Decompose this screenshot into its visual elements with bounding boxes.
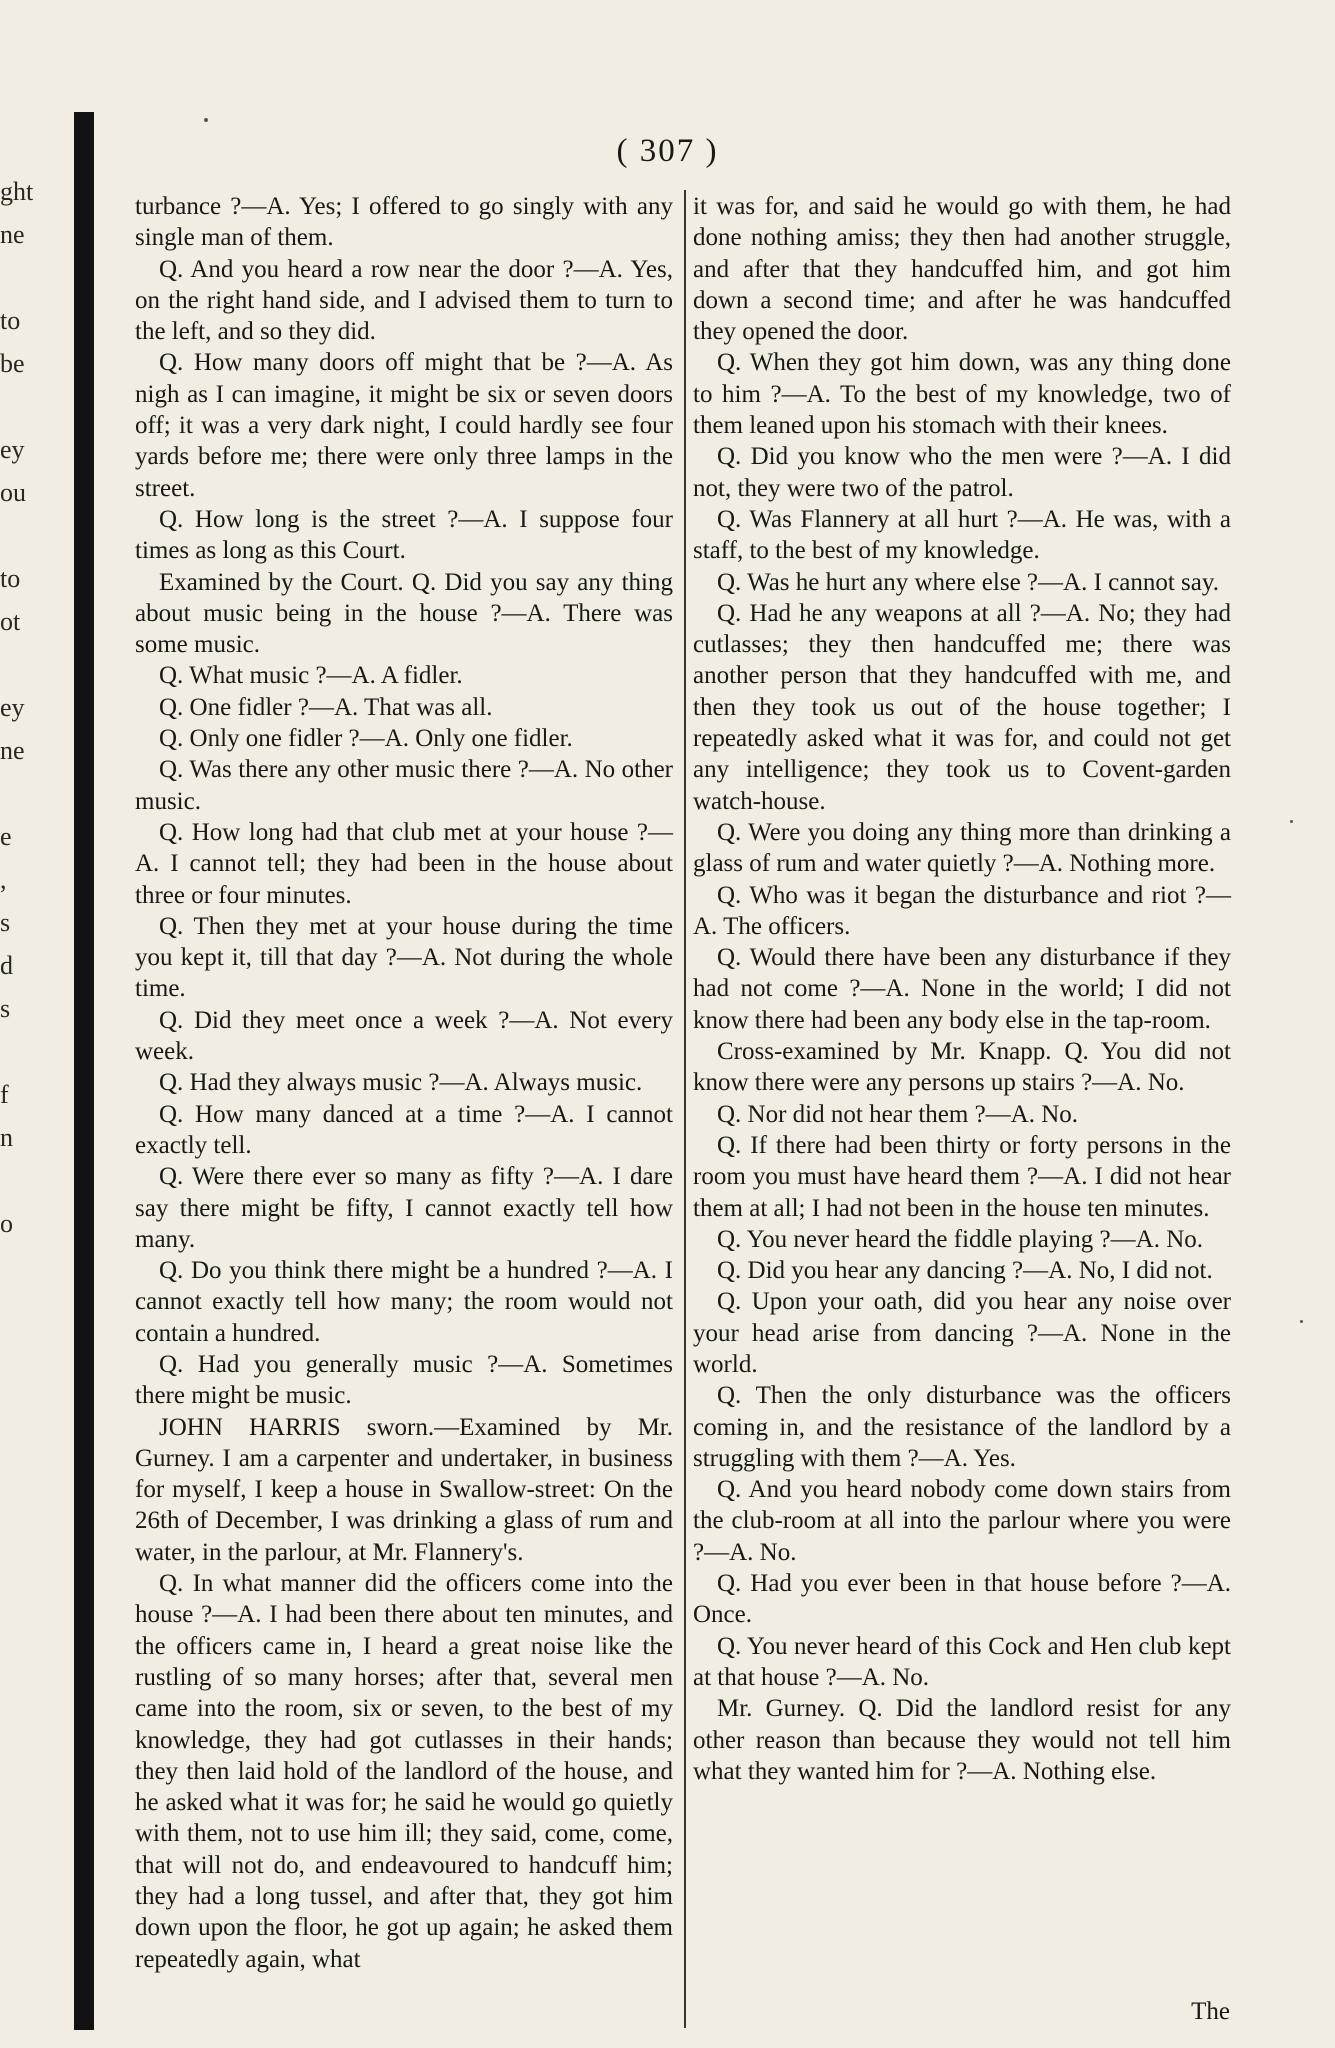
paragraph: Q. If there had been thirty or forty persons in the room you must have heard them ?—A. I did not hear them at all; I had not been in the house ten minutes. [693, 1131, 1231, 1222]
paragraph: Q. Did you know who the men were ?—A. I did not, they were two of the patrol. [693, 443, 1231, 502]
paragraph: Q. Had they always music ?—A. Always music. [159, 1069, 643, 1097]
paragraph: Q. In what manner did the officers come into the house ?—A. I had been there about ten minutes, and the officers came in, I heard a great noise like the rustling of so many horses; after that, several men came into the room, six or seven, to the best of my knowledge, they had got cutlasses in their hands; they then laid hold of the landlord of the house, and he asked what it was for; he said he would go quietly with them, not to use him ill; they said, come, come, that will not do, and endeavoured to handcuff him; they had a long tussel, and after that, they got him down upon the floor, he got up again; he asked them repeatedly again, what [135, 1570, 673, 1973]
paragraph: Q. Nor did not hear them ?—A. No. [717, 1100, 1079, 1128]
paragraph: Q. Would there have been any disturbance if they had not come ?—A. None in the world; I did not know there had been any body else in the tap-room. [693, 944, 1231, 1034]
paragraph: Q. Were you doing any thing more than drinking a glass of rum and water quietly ?—A. Nothing more. [693, 818, 1231, 878]
paragraph: it was for, and said he would go with them, he had done nothing amiss; they then had another struggle, and after that they handcuffed him, and got him down a second time; and after he was handcuffed they opened the door. [693, 193, 1231, 346]
paragraph: Q. Had you generally music ?—A. Sometimes there might be music. [135, 1350, 673, 1410]
paragraph: Q. How long is the street ?—A. I suppose four times as long as this Court. [135, 505, 673, 565]
paragraph: Q. When they got him down, was any thing done to him ?—A. To the best of my knowledge, two of them leaned upon his stomach with their knees. [693, 349, 1231, 440]
paragraph: Q. Did you hear any dancing ?—A. No, I did not. [717, 1257, 1213, 1285]
paragraph: Q. Were there ever so many as fifty ?—A. I dare say there might be fifty, I cannot exactly tell how many. [135, 1163, 673, 1253]
paragraph: Q. And you heard a row near the door ?—A. Yes, on the right hand side, and I advised them to turn to the left, and so they did. [135, 255, 673, 346]
paragraph: Q. How many danced at a time ?—A. I cannot exactly tell. [135, 1100, 673, 1159]
paragraph: Q. You never heard the fiddle playing ?—A. No. [717, 1225, 1204, 1253]
paragraph: Q. Was Flannery at all hurt ?—A. He was, with a staff, to the best of my knowledge. [693, 505, 1231, 565]
print-speck [204, 118, 208, 122]
left-margin-bleed: ght ne to be ey ou to ot ey ne e , s d s f n o [0, 177, 34, 1238]
paragraph: Q. Had he any weapons at all ?—A. No; they had cutlasses; they then handcuffed me; there was another person that they handcuffed with me, and then they took us out of the house together; I repeatedly asked what it was for, and could not get any intelligence; they took us to Covent-garden watch-house. [693, 599, 1231, 815]
paragraph: Q. You never heard of this Cock and Hen club kept at that house ?—A. No. [693, 1632, 1231, 1691]
paragraph: Q. Only one fidler ?—A. Only one fidler. [159, 725, 573, 753]
paragraph: Q. Then the only disturbance was the officers coming in, and the resistance of the landlord by a struggling with them ?—A. Yes. [693, 1382, 1231, 1472]
print-speck [1300, 1320, 1303, 1323]
column-divider [684, 190, 686, 2028]
paragraph: Q. How long had that club met at your house ?—A. I cannot tell; they had been in the house about three or four minutes. [135, 818, 673, 909]
binding-shadow [74, 112, 94, 2030]
paragraph: Q. What music ?—A. A fidler. [159, 662, 463, 690]
paragraph: turbance ?—A. Yes; I offered to go singly with any single man of them. [135, 193, 673, 252]
catchword: The [1191, 1998, 1230, 2025]
paragraph: Q. Who was it began the disturbance and riot ?—A. The officers. [693, 881, 1231, 940]
paragraph: Q. Do you think there might be a hundred ?—A. I cannot exactly tell how many; the room would not contain a hundred. [135, 1257, 673, 1347]
page-number: ( 307 ) [616, 133, 719, 169]
paragraph: Q. Was there any other music there ?—A. No other music. [135, 756, 673, 815]
left-column [135, 191, 673, 1975]
right-column [693, 191, 1231, 1787]
print-speck [1290, 820, 1293, 823]
paragraph: Q. And you heard nobody come down stairs from the club-room at all into the parlour where you were ?—A. No. [693, 1476, 1231, 1566]
paragraph: Q. Upon your oath, did you hear any noise over your head arise from dancing ?—A. None in the world. [693, 1288, 1231, 1378]
paragraph: Mr. Gurney. Q. Did the landlord resist for any other reason than because they would not tell him what they wanted him for ?—A. Nothing else. [693, 1695, 1231, 1785]
paragraph: JOHN HARRIS sworn.—Examined by Mr. Gurney. I am a carpenter and undertaker, in business for myself, I keep a house in Swallow-street: On the 26th of December, I was drinking a glass of rum and water, in the parlour, at Mr. Flannery's. [135, 1413, 673, 1566]
paragraph: Q. One fidler ?—A. That was all. [159, 693, 493, 721]
paragraph: Q. Did they meet once a week ?—A. Not every week. [135, 1006, 673, 1066]
paragraph: Examined by the Court. Q. Did you say any thing about music being in the house ?—A. There was some music. [135, 568, 673, 659]
paragraph: Q. How many doors off might that be ?—A. As nigh as I can imagine, it might be six or seven doors off; it was a very dark night, I could hardly see four yards before me; there were only three lamps in the street. [135, 349, 673, 502]
paragraph: Q. Then they met at your house during the time you kept it, till that day ?—A. Not during the whole time. [135, 912, 673, 1003]
paragraph: Q. Was he hurt any where else ?—A. I cannot say. [717, 568, 1219, 596]
paragraph: Q. Had you ever been in that house before ?—A. Once. [693, 1570, 1231, 1629]
paragraph: Cross-examined by Mr. Knapp. Q. You did not know there were any persons up stairs ?—A. No. [693, 1038, 1231, 1097]
